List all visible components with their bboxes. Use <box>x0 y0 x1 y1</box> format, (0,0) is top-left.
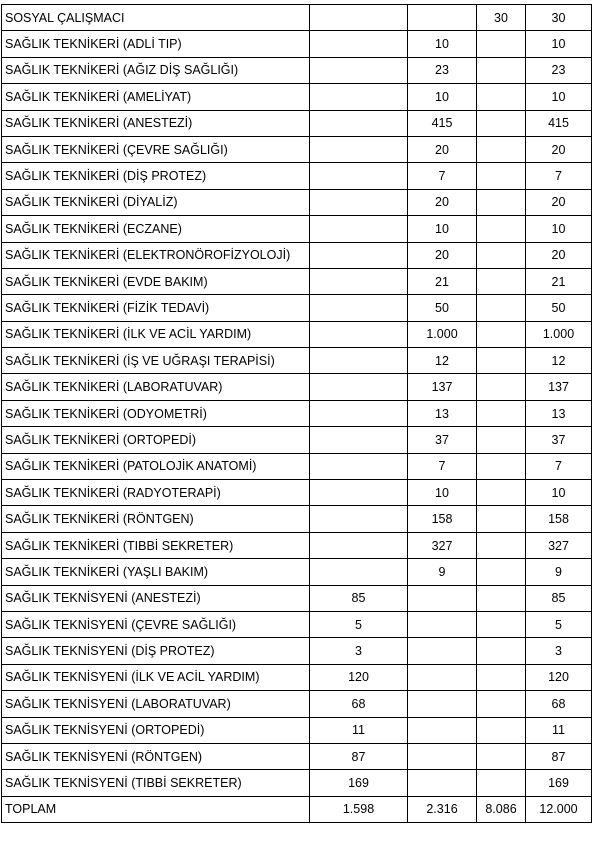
col2-cell: 10 <box>408 216 477 242</box>
table-row <box>2 268 592 294</box>
col2-cell: 415 <box>408 110 477 136</box>
position-name-cell: SAĞLIK TEKNİKERİ (PATOLOJİK ANATOMİ) <box>2 453 310 479</box>
col4-cell: 21 <box>526 268 592 294</box>
col3-cell <box>477 638 526 664</box>
col2-cell: 1.000 <box>408 321 477 347</box>
col3-cell <box>477 110 526 136</box>
col1-cell <box>310 506 408 532</box>
table-row <box>2 348 592 374</box>
col1-cell: 169 <box>310 770 408 796</box>
table-row <box>2 691 592 717</box>
col1-cell: 11 <box>310 717 408 743</box>
col4-cell: 85 <box>526 585 592 611</box>
position-name-cell: SAĞLIK TEKNİKERİ (ODYOMETRİ) <box>2 400 310 426</box>
col4-cell: 158 <box>526 506 592 532</box>
col1-cell <box>310 480 408 506</box>
col1-cell <box>310 453 408 479</box>
col1-cell: 120 <box>310 664 408 690</box>
position-name-cell: SAĞLIK TEKNİSYENİ (DİŞ PROTEZ) <box>2 638 310 664</box>
position-name-cell: SAĞLIK TEKNİSYENİ (ORTOPEDİ) <box>2 717 310 743</box>
position-name-cell: SAĞLIK TEKNİKERİ (YAŞLI BAKIM) <box>2 559 310 585</box>
col3-cell <box>477 611 526 637</box>
position-name-cell: SAĞLIK TEKNİKERİ (ECZANE) <box>2 216 310 242</box>
col3-cell <box>477 242 526 268</box>
col3-cell <box>477 189 526 215</box>
col1-cell <box>310 348 408 374</box>
col1-cell: 5 <box>310 611 408 637</box>
position-name-cell: SAĞLIK TEKNİKERİ (FİZİK TEDAVİ) <box>2 295 310 321</box>
col4-cell: 87 <box>526 743 592 769</box>
col2-cell: 9 <box>408 559 477 585</box>
total-row <box>2 796 592 822</box>
col1-cell <box>310 532 408 558</box>
col3-cell <box>477 400 526 426</box>
col3-cell <box>477 84 526 110</box>
col3-cell: 30 <box>477 5 526 31</box>
table-row <box>2 611 592 637</box>
col1-cell: 85 <box>310 585 408 611</box>
total-col3: 8.086 <box>477 796 526 822</box>
col4-cell: 37 <box>526 427 592 453</box>
col2-cell <box>408 5 477 31</box>
table-row <box>2 136 592 162</box>
col3-cell <box>477 691 526 717</box>
col1-cell <box>310 295 408 321</box>
position-name-cell: SAĞLIK TEKNİKERİ (TIBBİ SEKRETER) <box>2 532 310 558</box>
col4-cell: 120 <box>526 664 592 690</box>
col4-cell: 3 <box>526 638 592 664</box>
col2-cell: 20 <box>408 136 477 162</box>
col1-cell <box>310 242 408 268</box>
col2-cell: 7 <box>408 453 477 479</box>
position-name-cell: SAĞLIK TEKNİSYENİ (TIBBİ SEKRETER) <box>2 770 310 796</box>
position-name-cell: SAĞLIK TEKNİKERİ (RÖNTGEN) <box>2 506 310 532</box>
col2-cell: 137 <box>408 374 477 400</box>
col1-cell <box>310 189 408 215</box>
col3-cell <box>477 427 526 453</box>
col2-cell <box>408 717 477 743</box>
col2-cell: 12 <box>408 348 477 374</box>
col4-cell: 1.000 <box>526 321 592 347</box>
position-name-cell: SAĞLIK TEKNİKERİ (İLK VE ACİL YARDIM) <box>2 321 310 347</box>
col3-cell <box>477 295 526 321</box>
col4-cell: 10 <box>526 31 592 57</box>
col1-cell <box>310 31 408 57</box>
table-row <box>2 717 592 743</box>
table-row <box>2 427 592 453</box>
position-name-cell: SAĞLIK TEKNİKERİ (DİYALİZ) <box>2 189 310 215</box>
col1-cell: 87 <box>310 743 408 769</box>
table-body <box>2 5 592 823</box>
col4-cell: 7 <box>526 163 592 189</box>
col3-cell <box>477 348 526 374</box>
col2-cell: 37 <box>408 427 477 453</box>
position-name-cell: SAĞLIK TEKNİKERİ (AĞIZ DİŞ SAĞLIĞI) <box>2 57 310 83</box>
col4-cell: 20 <box>526 189 592 215</box>
col1-cell <box>310 427 408 453</box>
col3-cell <box>477 717 526 743</box>
col2-cell: 10 <box>408 84 477 110</box>
position-name-cell: SAĞLIK TEKNİKERİ (ORTOPEDİ) <box>2 427 310 453</box>
col1-cell <box>310 374 408 400</box>
col4-cell: 30 <box>526 5 592 31</box>
col3-cell <box>477 374 526 400</box>
table-row <box>2 295 592 321</box>
col3-cell <box>477 559 526 585</box>
col3-cell <box>477 136 526 162</box>
position-name-cell: SAĞLIK TEKNİSYENİ (RÖNTGEN) <box>2 743 310 769</box>
col4-cell: 7 <box>526 453 592 479</box>
col3-cell <box>477 321 526 347</box>
col3-cell <box>477 57 526 83</box>
table-row <box>2 480 592 506</box>
col2-cell: 23 <box>408 57 477 83</box>
col3-cell <box>477 585 526 611</box>
table-row <box>2 5 592 31</box>
position-name-cell: SAĞLIK TEKNİKERİ (ANESTEZİ) <box>2 110 310 136</box>
position-name-cell: SAĞLIK TEKNİKERİ (ADLİ TIP) <box>2 31 310 57</box>
table-row <box>2 242 592 268</box>
col2-cell <box>408 585 477 611</box>
position-name-cell: SOSYAL ÇALIŞMACI <box>2 5 310 31</box>
col4-cell: 10 <box>526 216 592 242</box>
total-col2: 2.316 <box>408 796 477 822</box>
table-row <box>2 664 592 690</box>
table-row <box>2 532 592 558</box>
total-col1: 1.598 <box>310 796 408 822</box>
col3-cell <box>477 664 526 690</box>
col3-cell <box>477 532 526 558</box>
col4-cell: 20 <box>526 242 592 268</box>
position-name-cell: SAĞLIK TEKNİKERİ (DİŞ PROTEZ) <box>2 163 310 189</box>
col1-cell <box>310 268 408 294</box>
table-row <box>2 770 592 796</box>
col4-cell: 68 <box>526 691 592 717</box>
table-row <box>2 400 592 426</box>
col4-cell: 415 <box>526 110 592 136</box>
col2-cell: 10 <box>408 31 477 57</box>
table-row <box>2 453 592 479</box>
table-row <box>2 506 592 532</box>
col2-cell: 20 <box>408 242 477 268</box>
col4-cell: 5 <box>526 611 592 637</box>
col2-cell: 10 <box>408 480 477 506</box>
col1-cell <box>310 84 408 110</box>
col3-cell <box>477 216 526 242</box>
position-name-cell: SAĞLIK TEKNİSYENİ (ÇEVRE SAĞLIĞI) <box>2 611 310 637</box>
col3-cell <box>477 453 526 479</box>
col4-cell: 23 <box>526 57 592 83</box>
col2-cell: 7 <box>408 163 477 189</box>
col3-cell <box>477 743 526 769</box>
col2-cell: 21 <box>408 268 477 294</box>
col3-cell <box>477 770 526 796</box>
col4-cell: 12 <box>526 348 592 374</box>
position-name-cell: SAĞLIK TEKNİKERİ (İŞ VE UĞRAŞI TERAPİSİ) <box>2 348 310 374</box>
table-row <box>2 163 592 189</box>
col2-cell: 20 <box>408 189 477 215</box>
position-name-cell: SAĞLIK TEKNİSYENİ (LABORATUVAR) <box>2 691 310 717</box>
col4-cell: 327 <box>526 532 592 558</box>
col2-cell <box>408 611 477 637</box>
col2-cell <box>408 691 477 717</box>
col2-cell: 327 <box>408 532 477 558</box>
col3-cell <box>477 31 526 57</box>
table-row <box>2 84 592 110</box>
col1-cell: 3 <box>310 638 408 664</box>
col4-cell: 50 <box>526 295 592 321</box>
col4-cell: 10 <box>526 480 592 506</box>
table-row <box>2 374 592 400</box>
col1-cell <box>310 400 408 426</box>
position-name-cell: SAĞLIK TEKNİSYENİ (ANESTEZİ) <box>2 585 310 611</box>
col2-cell: 158 <box>408 506 477 532</box>
col3-cell <box>477 506 526 532</box>
total-label: TOPLAM <box>2 796 310 822</box>
col1-cell <box>310 110 408 136</box>
col1-cell <box>310 163 408 189</box>
col3-cell <box>477 268 526 294</box>
col3-cell <box>477 480 526 506</box>
col1-cell <box>310 216 408 242</box>
table-row <box>2 31 592 57</box>
table-row <box>2 216 592 242</box>
position-name-cell: SAĞLIK TEKNİKERİ (RADYOTERAPİ) <box>2 480 310 506</box>
position-name-cell: SAĞLIK TEKNİKERİ (ÇEVRE SAĞLIĞI) <box>2 136 310 162</box>
col3-cell <box>477 163 526 189</box>
col4-cell: 9 <box>526 559 592 585</box>
col4-cell: 10 <box>526 84 592 110</box>
col2-cell: 50 <box>408 295 477 321</box>
col1-cell <box>310 136 408 162</box>
col2-cell <box>408 664 477 690</box>
table-row <box>2 585 592 611</box>
col1-cell <box>310 57 408 83</box>
col4-cell: 137 <box>526 374 592 400</box>
table-row <box>2 321 592 347</box>
col1-cell <box>310 5 408 31</box>
col4-cell: 20 <box>526 136 592 162</box>
table-row <box>2 638 592 664</box>
table-row <box>2 743 592 769</box>
table-row <box>2 189 592 215</box>
col1-cell <box>310 559 408 585</box>
table-row <box>2 110 592 136</box>
col2-cell <box>408 770 477 796</box>
col4-cell: 13 <box>526 400 592 426</box>
col2-cell: 13 <box>408 400 477 426</box>
col2-cell <box>408 638 477 664</box>
position-name-cell: SAĞLIK TEKNİKERİ (AMELİYAT) <box>2 84 310 110</box>
position-name-cell: SAĞLIK TEKNİKERİ (ELEKTRONÖROFİZYOLOJİ) <box>2 242 310 268</box>
total-col4: 12.000 <box>526 796 592 822</box>
table-row <box>2 559 592 585</box>
position-name-cell: SAĞLIK TEKNİKERİ (LABORATUVAR) <box>2 374 310 400</box>
col1-cell <box>310 321 408 347</box>
col4-cell: 169 <box>526 770 592 796</box>
position-name-cell: SAĞLIK TEKNİKERİ (EVDE BAKIM) <box>2 268 310 294</box>
col1-cell: 68 <box>310 691 408 717</box>
table-row <box>2 57 592 83</box>
staff-allocation-table <box>1 4 592 823</box>
position-name-cell: SAĞLIK TEKNİSYENİ (İLK VE ACİL YARDIM) <box>2 664 310 690</box>
col4-cell: 11 <box>526 717 592 743</box>
col2-cell <box>408 743 477 769</box>
